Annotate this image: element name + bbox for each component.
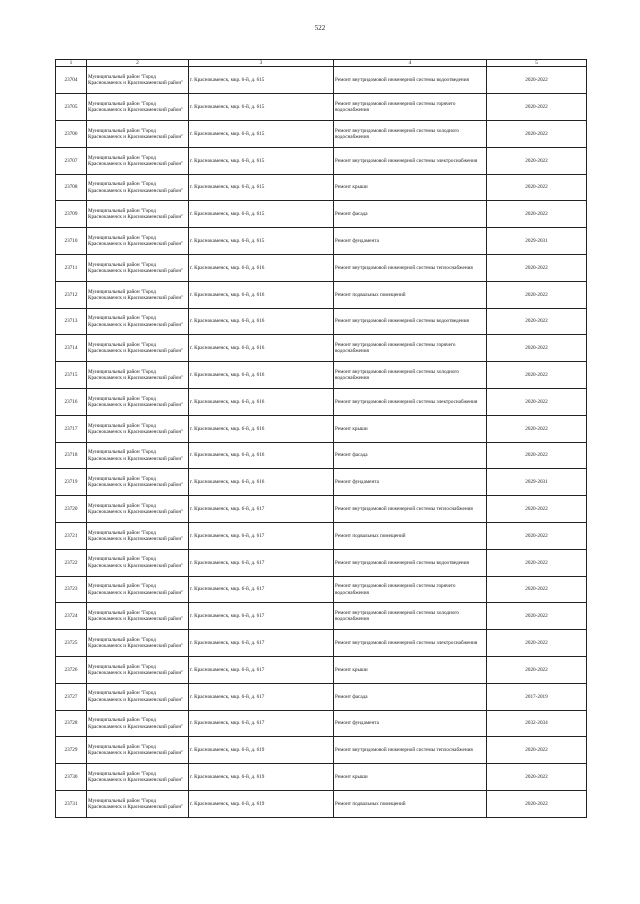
cell-address: г. Краснокаменск, мкр. 6-й, д. 615 [189, 121, 334, 148]
cell-municipality: Муниципальный район "Город Краснокаменск и Краснокаменский район" [87, 281, 189, 308]
cell-period: 2020-2022 [487, 657, 587, 684]
cell-work-type: Ремонт фундамента [334, 710, 487, 737]
cell-municipality: Муниципальный район "Город Краснокаменск и Краснокаменский район" [87, 657, 189, 684]
cell-number: 23729 [56, 737, 87, 764]
cell-address: г. Краснокаменск, мкр. 6-й, д. 617 [189, 549, 334, 576]
cell-address: г. Краснокаменск, мкр. 6-й, д. 615 [189, 147, 334, 174]
cell-municipality: Муниципальный район "Город Краснокаменск и Краснокаменский район" [87, 764, 189, 791]
cell-work-type: Ремонт внутридомовой инженерной системы электроснабжения [334, 630, 487, 657]
cell-period: 2020-2022 [487, 496, 587, 523]
cell-municipality: Муниципальный район "Город Краснокаменск и Краснокаменский район" [87, 630, 189, 657]
cell-number: 23704 [56, 67, 87, 94]
cell-period: 2020-2022 [487, 174, 587, 201]
cell-work-type: Ремонт подвальных помещений [334, 281, 487, 308]
cell-work-type: Ремонт внутридомовой инженерной системы горячего водоснабжения [334, 335, 487, 362]
table-row [56, 630, 587, 657]
cell-period: 2020-2022 [487, 308, 587, 335]
cell-work-type: Ремонт крыши [334, 174, 487, 201]
cell-period: 2020-2022 [487, 94, 587, 121]
page-number: 522 [314, 24, 326, 32]
table-body [56, 67, 587, 817]
table-row [56, 281, 587, 308]
cell-period: 2020-2022 [487, 415, 587, 442]
cell-address: г. Краснокаменск, мкр. 6-й, д. 617 [189, 683, 334, 710]
cell-municipality: Муниципальный район "Город Краснокаменск и Краснокаменский район" [87, 335, 189, 362]
header-col-5: 5 [487, 60, 587, 67]
cell-municipality: Муниципальный район "Город Краснокаменск и Краснокаменский район" [87, 121, 189, 148]
cell-work-type: Ремонт крыши [334, 415, 487, 442]
header-row [56, 60, 587, 67]
cell-work-type: Ремонт фасада [334, 683, 487, 710]
table-row [56, 228, 587, 255]
cell-period: 2020-2022 [487, 67, 587, 94]
header-col-2: 2 [87, 60, 189, 67]
cell-work-type: Ремонт внутридомовой инженерной системы холодного водоснабжения [334, 121, 487, 148]
table-row [56, 791, 587, 818]
cell-municipality: Муниципальный район "Город Краснокаменск и Краснокаменский район" [87, 683, 189, 710]
cell-number: 23720 [56, 496, 87, 523]
table-row [56, 201, 587, 228]
cell-number: 23721 [56, 523, 87, 550]
cell-period: 2020-2022 [487, 523, 587, 550]
cell-address: г. Краснокаменск, мкр. 6-й, д. 616 [189, 362, 334, 389]
cell-period: 2020-2022 [487, 630, 587, 657]
cell-number: 23716 [56, 389, 87, 416]
cell-work-type: Ремонт фасада [334, 442, 487, 469]
cell-number: 23706 [56, 121, 87, 148]
header-col-3: 3 [189, 60, 334, 67]
cell-period: 2020-2022 [487, 549, 587, 576]
cell-period: 2020-2022 [487, 147, 587, 174]
cell-municipality: Муниципальный район "Город Краснокаменск и Краснокаменский район" [87, 362, 189, 389]
cell-address: г. Краснокаменск, мкр. 6-й, д. 617 [189, 496, 334, 523]
table-row [56, 523, 587, 550]
cell-address: г. Краснокаменск, мкр. 6-й, д. 615 [189, 174, 334, 201]
cell-address: г. Краснокаменск, мкр. 6-й, д. 615 [189, 201, 334, 228]
cell-work-type: Ремонт внутридомовой инженерной системы холодного водоснабжения [334, 603, 487, 630]
cell-work-type: Ремонт внутридомовой инженерной системы электроснабжения [334, 389, 487, 416]
table-row [56, 657, 587, 684]
cell-number: 23718 [56, 442, 87, 469]
cell-period: 2020-2022 [487, 603, 587, 630]
cell-work-type: Ремонт подвальных помещений [334, 791, 487, 818]
cell-number: 23709 [56, 201, 87, 228]
cell-work-type: Ремонт внутридомовой инженерной системы холодного водоснабжения [334, 362, 487, 389]
cell-number: 23724 [56, 603, 87, 630]
cell-work-type: Ремонт внутридомовой инженерной системы водоотведения [334, 67, 487, 94]
cell-work-type: Ремонт внутридомовой инженерной системы теплоснабжения [334, 496, 487, 523]
cell-number: 23725 [56, 630, 87, 657]
cell-municipality: Муниципальный район "Город Краснокаменск и Краснокаменский район" [87, 442, 189, 469]
cell-number: 23719 [56, 469, 87, 496]
table-row [56, 496, 587, 523]
cell-address: г. Краснокаменск, мкр. 6-й, д. 616 [189, 255, 334, 282]
table-row [56, 683, 587, 710]
registry-table [55, 59, 587, 818]
cell-municipality: Муниципальный район "Город Краснокаменск и Краснокаменский район" [87, 147, 189, 174]
cell-period: 2020-2022 [487, 335, 587, 362]
cell-number: 23727 [56, 683, 87, 710]
cell-period: 2029-2031 [487, 469, 587, 496]
table-row [56, 389, 587, 416]
cell-address: г. Краснокаменск, мкр. 6-й, д. 616 [189, 442, 334, 469]
cell-period: 2020-2022 [487, 389, 587, 416]
cell-municipality: Муниципальный район "Город Краснокаменск и Краснокаменский район" [87, 201, 189, 228]
cell-number: 23711 [56, 255, 87, 282]
cell-address: г. Краснокаменск, мкр. 6-й, д. 619 [189, 764, 334, 791]
cell-period: 2020-2022 [487, 737, 587, 764]
cell-number: 23726 [56, 657, 87, 684]
cell-municipality: Муниципальный район "Город Краснокаменск и Краснокаменский район" [87, 174, 189, 201]
cell-municipality: Муниципальный район "Город Краснокаменск и Краснокаменский район" [87, 308, 189, 335]
cell-work-type: Ремонт внутридомовой инженерной системы водоотведения [334, 549, 487, 576]
table-row [56, 469, 587, 496]
table-row [56, 94, 587, 121]
cell-period: 2020-2022 [487, 255, 587, 282]
table-row [56, 174, 587, 201]
cell-work-type: Ремонт внутридомовой инженерной системы теплоснабжения [334, 737, 487, 764]
table-row [56, 67, 587, 94]
cell-address: г. Краснокаменск, мкр. 6-й, д. 619 [189, 791, 334, 818]
cell-address: г. Краснокаменск, мкр. 6-й, д. 616 [189, 415, 334, 442]
cell-address: г. Краснокаменск, мкр. 6-й, д. 616 [189, 389, 334, 416]
cell-address: г. Краснокаменск, мкр. 6-й, д. 617 [189, 603, 334, 630]
cell-municipality: Муниципальный район "Город Краснокаменск и Краснокаменский район" [87, 415, 189, 442]
cell-work-type: Ремонт крыши [334, 657, 487, 684]
cell-municipality: Муниципальный район "Город Краснокаменск и Краснокаменский район" [87, 67, 189, 94]
cell-number: 23717 [56, 415, 87, 442]
cell-number: 23705 [56, 94, 87, 121]
cell-municipality: Муниципальный район "Город Краснокаменск и Краснокаменский район" [87, 549, 189, 576]
table-row [56, 442, 587, 469]
cell-period: 2020-2022 [487, 764, 587, 791]
cell-municipality: Муниципальный район "Город Краснокаменск и Краснокаменский район" [87, 228, 189, 255]
table-row [56, 549, 587, 576]
cell-address: г. Краснокаменск, мкр. 6-й, д. 615 [189, 67, 334, 94]
cell-work-type: Ремонт внутридомовой инженерной системы водоотведения [334, 308, 487, 335]
table-row [56, 147, 587, 174]
cell-number: 23730 [56, 764, 87, 791]
cell-municipality: Муниципальный район "Город Краснокаменск и Краснокаменский район" [87, 94, 189, 121]
cell-address: г. Краснокаменск, мкр. 6-й, д. 619 [189, 737, 334, 764]
cell-number: 23715 [56, 362, 87, 389]
cell-address: г. Краснокаменск, мкр. 6-й, д. 617 [189, 523, 334, 550]
table-header [56, 60, 587, 67]
cell-number: 23707 [56, 147, 87, 174]
cell-period: 2017-2019 [487, 683, 587, 710]
cell-address: г. Краснокаменск, мкр. 6-й, д. 616 [189, 308, 334, 335]
cell-number: 23731 [56, 791, 87, 818]
cell-work-type: Ремонт подвальных помещений [334, 523, 487, 550]
cell-address: г. Краснокаменск, мкр. 6-й, д. 617 [189, 630, 334, 657]
cell-municipality: Муниципальный район "Город Краснокаменск и Краснокаменский район" [87, 791, 189, 818]
cell-work-type: Ремонт фасада [334, 201, 487, 228]
cell-municipality: Муниципальный район "Город Краснокаменск и Краснокаменский район" [87, 737, 189, 764]
cell-municipality: Муниципальный район "Город Краснокаменск и Краснокаменский район" [87, 389, 189, 416]
cell-address: г. Краснокаменск, мкр. 6-й, д. 615 [189, 94, 334, 121]
cell-address: г. Краснокаменск, мкр. 6-й, д. 617 [189, 657, 334, 684]
cell-municipality: Муниципальный район "Город Краснокаменск и Краснокаменский район" [87, 523, 189, 550]
cell-address: г. Краснокаменск, мкр. 6-й, д. 617 [189, 710, 334, 737]
cell-number: 23710 [56, 228, 87, 255]
cell-period: 2020-2022 [487, 121, 587, 148]
header-col-1: 1 [56, 60, 87, 67]
cell-period: 2020-2022 [487, 791, 587, 818]
cell-municipality: Муниципальный район "Город Краснокаменск и Краснокаменский район" [87, 576, 189, 603]
cell-municipality: Муниципальный район "Город Краснокаменск и Краснокаменский район" [87, 710, 189, 737]
table-row [56, 710, 587, 737]
cell-municipality: Муниципальный район "Город Краснокаменск и Краснокаменский район" [87, 255, 189, 282]
cell-municipality: Муниципальный район "Город Краснокаменск и Краснокаменский район" [87, 469, 189, 496]
cell-work-type: Ремонт фундамента [334, 228, 487, 255]
cell-number: 23714 [56, 335, 87, 362]
table-row [56, 576, 587, 603]
table-row [56, 603, 587, 630]
table-row [56, 415, 587, 442]
cell-work-type: Ремонт внутридомовой инженерной системы горячего водоснабжения [334, 94, 487, 121]
cell-number: 23712 [56, 281, 87, 308]
cell-number: 23728 [56, 710, 87, 737]
cell-number: 23708 [56, 174, 87, 201]
cell-period: 2029-2031 [487, 228, 587, 255]
cell-address: г. Краснокаменск, мкр. 6-й, д. 616 [189, 469, 334, 496]
cell-period: 2032-2034 [487, 710, 587, 737]
cell-work-type: Ремонт внутридомовой инженерной системы теплоснабжения [334, 255, 487, 282]
cell-address: г. Краснокаменск, мкр. 6-й, д. 616 [189, 335, 334, 362]
cell-work-type: Ремонт крыши [334, 764, 487, 791]
table-row [56, 737, 587, 764]
table-row [56, 764, 587, 791]
cell-work-type: Ремонт внутридомовой инженерной системы горячего водоснабжения [334, 576, 487, 603]
cell-period: 2020-2022 [487, 442, 587, 469]
cell-number: 23722 [56, 549, 87, 576]
cell-period: 2020-2022 [487, 362, 587, 389]
cell-address: г. Краснокаменск, мкр. 6-й, д. 617 [189, 576, 334, 603]
table-row [56, 308, 587, 335]
table-row [56, 255, 587, 282]
cell-number: 23713 [56, 308, 87, 335]
cell-work-type: Ремонт фундамента [334, 469, 487, 496]
table-row [56, 121, 587, 148]
table-row [56, 362, 587, 389]
header-col-4: 4 [334, 60, 487, 67]
cell-period: 2020-2022 [487, 281, 587, 308]
cell-municipality: Муниципальный район "Город Краснокаменск и Краснокаменский район" [87, 603, 189, 630]
cell-work-type: Ремонт внутридомовой инженерной системы электроснабжения [334, 147, 487, 174]
cell-municipality: Муниципальный район "Город Краснокаменск и Краснокаменский район" [87, 496, 189, 523]
cell-address: г. Краснокаменск, мкр. 6-й, д. 615 [189, 228, 334, 255]
cell-address: г. Краснокаменск, мкр. 6-й, д. 616 [189, 281, 334, 308]
table-row [56, 335, 587, 362]
cell-period: 2020-2022 [487, 201, 587, 228]
cell-period: 2020-2022 [487, 576, 587, 603]
cell-number: 23723 [56, 576, 87, 603]
